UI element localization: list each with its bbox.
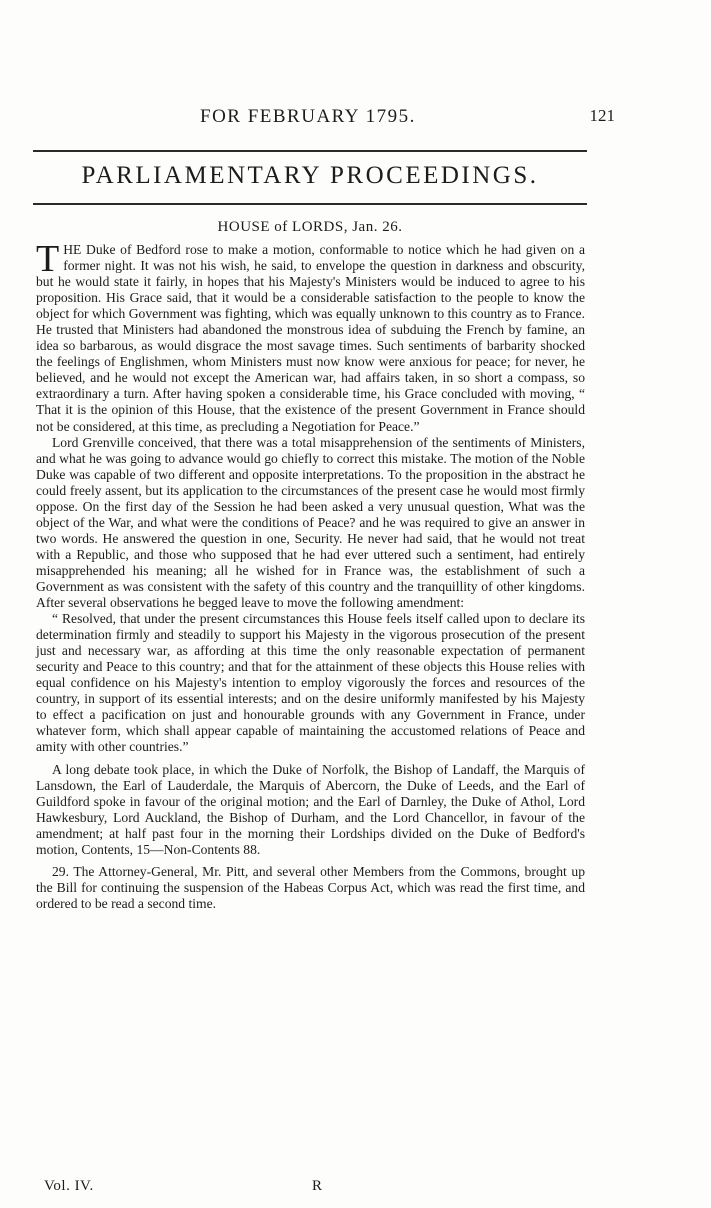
paragraph-5: 29. The Attorney-General, Mr. Pitt, and several other Members from the Commons, brought up the Bill for continuing the suspension of the Habeas Corpus Act, which was read the first time, and ordered to be read a second time. <box>36 863 585 911</box>
page-number: 121 <box>589 106 615 125</box>
drop-cap: T <box>36 238 60 280</box>
paragraph-2: Lord Grenville conceived, that there was a total misapprehension of the sentiments of Ministers, and what he was going to advance would go chiefly to correct this mistake. The motion of the Noble Duke was capable of two different and opposite interpretations. To the proposition in the abstract he could freely assent, but its application to the circumstances of the present case he would most firmly oppose. On the first day of the Session he had been asked a very unusual question, What was the object of the War, and what were the conditions of Peace? and he was required to give an answer in two words. He answered the question in one, Security. He never had said, that he would not treat with a Republic, and those who supposed that he had ever uttered such a sentiment, had entirely misapprehended his meaning; all he wished for in France was, the establishment of such a Government as was consistent with the safety of this country and the tranquillity of other kingdoms. After several observations he begged leave to move the following amendment: <box>36 434 585 611</box>
paragraph-1 <box>36 238 585 435</box>
paragraph-1-text: HE Duke of Bedford rose to make a motion, conformable to notice which he had given on a former night. It was not his wish, he said, to envelope the question in darkness and obscurity, but he would state it fairly, in hopes that his Majesty's Ministers would be induced to agree to his proposition. His Grace said, that it would be a considerable satisfaction to the people to know the object for which Government was fighting, which was equally unknown to this country as to France. He trusted that Ministers had abandoned the monstrous idea of subduing the French by famine, an idea so barbarous, as would disgrace the most savage times. Such sentiments of barbarity shocked the feelings of Englishmen, whom Ministers must now know were anxious for peace; for never, he believed, and he would not except the American war, had affairs taken, in so short a compass, so extraordinary a turn. After having spoken a considerable time, his Grace concluded with moving, “ That it is the opinion of this House, that the existence of the present Government in France should not be considered, at this time, as precluding a Negotiation for Peace.” <box>36 242 585 434</box>
section-title: PARLIAMENTARY PROCEEDINGS. <box>81 162 539 189</box>
volume-label: Vol. IV. <box>44 1178 94 1194</box>
running-head <box>0 106 711 136</box>
top-rule <box>33 150 587 152</box>
article-body <box>36 238 585 912</box>
paragraph-4: A long debate took place, in which the Duke of Norfolk, the Bishop of Landaff, the Marquis of Lansdown, the Earl of Lauderdale, the Marquis of Abercorn, the Duke of Leeds, and the Earl of Guildford spoke in favour of the original motion; and the Earl of Darnley, the Duke of Athol, Lord Hawkesbury, Lord Auckland, the Bishop of Durham, and the Lord Chancellor, in favour of the amendment; at half past four in the morning their Lordships divided on the Duke of Bedford's motion, Contents, 15—Non-Contents 88. <box>36 761 585 857</box>
running-head-title: FOR FEBRUARY 1795. <box>200 106 416 127</box>
paragraph-3: “ Resolved, that under the present circumstances this House feels itself called upon to declare its determination firmly and steadily to support his Majesty in the vigorous prosecution of the present just and necessary war, as affording at this time the only reasonable expectation of permanent security and Peace to this country; and that for the attainment of these objects this House relies with equal confidence on his Majesty's intention to employ vigorously the forces and resources of the country, in support of its essential interests; and on the desire uniformly manifested by his Majesty to effect a pacification on just and honourable grounds with any Government in France, under whatever form, which shall appear capable of maintaining the accustomed relations of Peace and amity with other countries.” <box>36 611 585 755</box>
signature-mark: R <box>312 1178 323 1194</box>
bottom-rule <box>33 203 587 205</box>
subhead: HOUSE of LORDS, Jan. 26. <box>217 219 403 235</box>
footer <box>0 1178 711 1200</box>
